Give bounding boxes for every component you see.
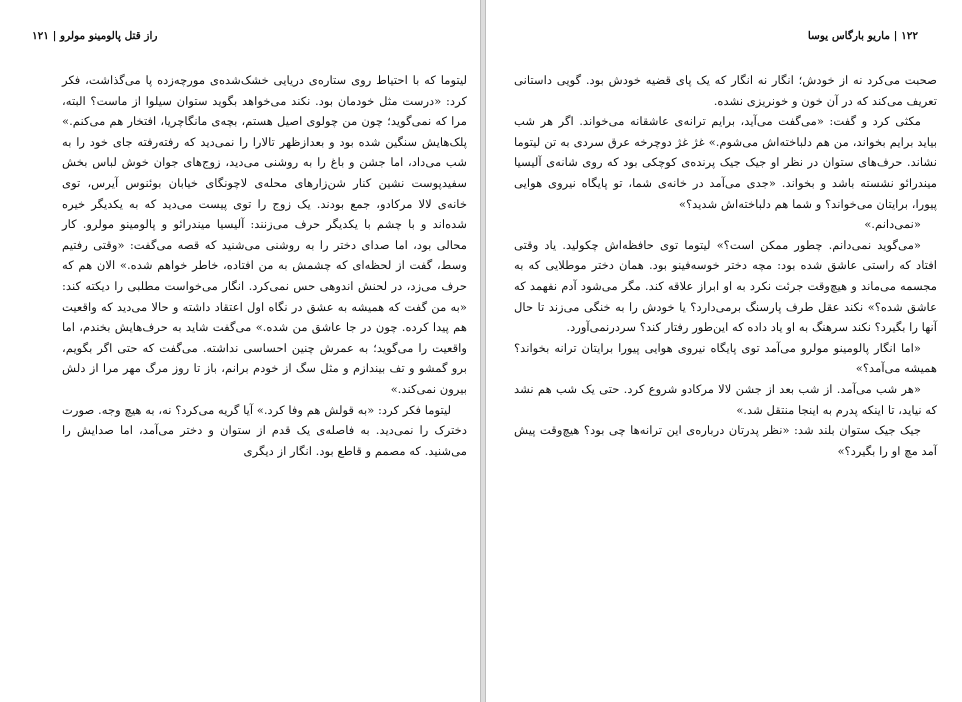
right-page (485, 0, 962, 702)
right-page-header: ۱۲۲ | ماریو بارگاس یوسا (807, 30, 918, 42)
right-paragraph-3: «نمی‌دانم.» (864, 217, 921, 232)
left-page-header: راز قتل پالومینو مولرو | ۱۲۱ (32, 30, 158, 42)
right-paragraph-1: صحبت می‌کرد نه از خودش؛ انگار نه انگار که یک پای قضیه خودش بود. گویی داستانی تعریف می‌کند که در آن خون و خونریزی نشده. (514, 73, 937, 108)
right-paragraph-2: مکثی کرد و گفت: «می‌گفت می‌آید، برایم ترانه‌ی عاشقانه می‌خواند. اگر هر شب بیاید برایم بخواند، من هم دلباخته‌اش می‌شوم.» غژ غژ دوچرخه عرق سردی به تن لیتوما نشاند. حرف‌های ستوان در نظر او جیک جیک پرنده‌ی کوچکی بود که روی شانه‌ی آلیسیا میندرائو نشسته باشد و بخواند. «جدی می‌آمد در خانه‌ی شما، تو پایگاه نیروی هوایی پیورا، برایتان می‌خواند؟ و شما هم دلباخته‌اش شدید؟» (514, 114, 937, 211)
right-paragraph-7: جیک جیک ستوان بلند شد: «نظر پدرتان درباره‌ی این ترانه‌ها چی بود؟ هیچ‌وقت پیش آمد مچ او را بگیرد؟» (514, 423, 937, 458)
right-paragraph-5: «اما انگار پالومینو مولرو می‌آمد توی پایگاه نیروی هوایی پیورا برایتان ترانه بخواند؟ همیشه می‌آمد؟» (514, 340, 937, 376)
right-paragraph-4: «می‌گوید نمی‌دانم. چطور ممکن است؟» لیتوما توی حافظه‌اش چکولید. یاد وقتی افتاد که راستی عاشق شده بود: مچه دختر خوسه‌فینو بود. همان دختر موطلایی که به مجسمه می‌ماند و هیچ‌وقت جرئت نکرد به او ابراز علاقه کند. مگر می‌شود آدم نفهمد که عاشق شده؟» نکند عقل طرف پارسنگ برمی‌دارد؟ یا خودش را به خنگی می‌زند تا حال آنها را بگیرد؟ نکند سرهنگ به او یاد داده که این‌طور رفتار کند؟ سردرنمی‌آورد. (514, 237, 937, 335)
right-paragraph-6: «هر شب می‌آمد. از شب بعد از جشن لالا مرکادو شروع کرد. حتی یک شب هم نشد که نیاید، تا اینکه پدرم به اینجا منتقل شد.» (514, 381, 937, 417)
right-page-body (514, 70, 937, 461)
left-page-body (62, 70, 467, 461)
left-paragraph-2: لیتوما فکر کرد: «به قولش هم وفا کرد.» آیا گریه می‌کرد؟ نه، به هیچ وجه. صورت دخترک را نمی‌دید. به فاصله‌ی یک قدم از ستوان و دختر می‌آمد، اما صدایش را می‌شنید. که مصمم و قاطع بود. انگار از دیگری (62, 402, 467, 458)
left-paragraph-1: لیتوما که با احتیاط روی ستاره‌ی دریایی خشک‌شده‌ی مورچه‌زده پا می‌گذاشت، فکر کرد: «درست مثل خودمان بود. نکند می‌خواهد بگوید ستوان سیلوا از ماست؟ البته، مرا که نمی‌گوید؛ چون من چولوی اصیل هستم، بچه‌ی مانگاچریا، افتخار هم می‌کنم.» پلک‌هایش سنگین شده بود و بعدازظهر تالارا را نمی‌دید که رفته‌رفته جای خود را به شب می‌داد، اما جشن و باغ را به روشنی می‌دید، زوج‌های جوان خوش لباس بخش سفیدپوست نشین کنار شن‌زارهای محله‌ی لاچونگای خیابان بوئنوس آیرس، توی خانه‌ی لالا مرکادو، جمع بودند. یک زوج را توی پیست می‌دید که به یکدیگر خیره شده‌اند و با چشم با یکدیگر حرف می‌زنند: آلیسیا میندرائو و پالومینو مولرو. کار محالی بود، اما صدای دختر را به روشنی می‌شنید که قصه می‌گفت: «وقتی رفتیم وسط، گفت از لحظه‌ای که چشمش به من افتاده، خاطر خواهم شده.» الان هم که حرف می‌زد، در لحنش اندوهی حس نمی‌کرد. انگار می‌خواست مطلبی را دیکته کند: «به من گفت که همیشه به عشق در نگاه اول اعتقاد داشته و حالا می‌دید که واقعیت هم پیدا کرده. چون در جا عاشق من شده.» می‌گفت شاید به حرف‌هایش بخندم، اما واقعیت را می‌گوید؛ به عمرش چنین احساسی نداشته. می‌گفت که حتی اگر بگویم، برو گمشو و تف بیندازم و مثل سگ از خودم برانم، باز تا روز مرگ مهر مرا از دلش بیرون نمی‌کند.» (62, 73, 467, 396)
